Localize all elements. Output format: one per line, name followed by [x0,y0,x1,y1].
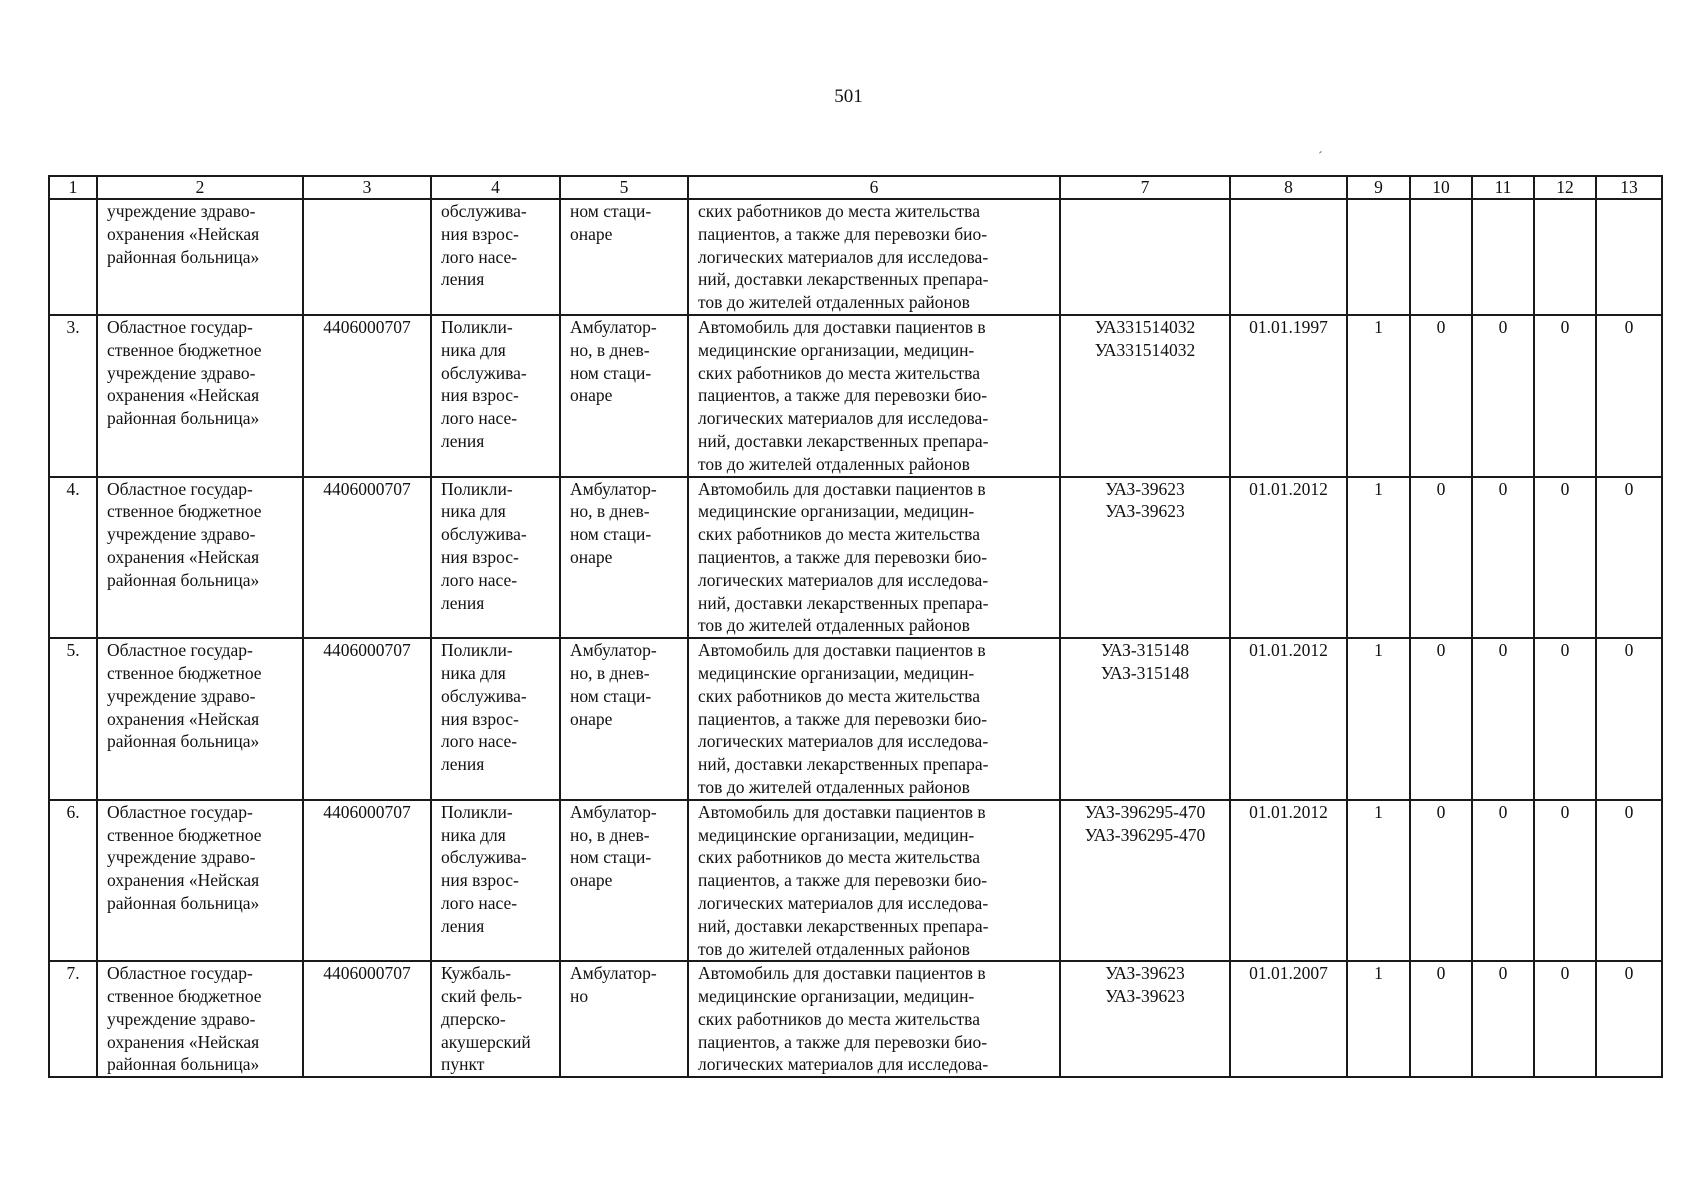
unit-cell: Кужбаль- ский фель- дперско- акушерский пункт [431,961,560,1077]
date-cell: 01.01.2007 [1230,961,1347,1077]
count-cell: 1 [1347,800,1410,962]
count-cell: 0 [1596,477,1662,639]
continuation-row [49,199,1662,315]
organization-cell: Областное государ- ственное бюджетное учреждение здраво- охранения «Нейская районная больница» [97,961,303,1077]
inn-cell: 4406000707 [303,800,431,962]
table-row [49,961,1662,1077]
organization-cell: учреждение здраво- охранения «Нейская районная больница» [97,199,303,315]
purpose-cell: Автомобиль для доставки пациентов в медицинские организации, медицин- ских работников до места жительства пациентов, а также для перевозки био- логических материалов для исследова- ний, доставки лекарственных препара- тов до жителей отдаленных районов [688,315,1060,477]
scan-mark: ˊ [1318,150,1323,165]
date-cell: 01.01.2012 [1230,638,1347,800]
table-row [49,315,1662,477]
column-header: 4 [431,176,560,199]
column-header: 10 [1410,176,1472,199]
mode-cell: Амбулатор- но, в днев- ном стаци- онаре [560,638,688,800]
unit-cell: Поликли- ника для обслужива- ния взрос- лого насе- ления [431,800,560,962]
mode-cell: Амбулатор- но, в днев- ном стаци- онаре [560,315,688,477]
mode-cell: Амбулатор- но, в днев- ном стаци- онаре [560,800,688,962]
count-cell: 0 [1596,315,1662,477]
count-cell: 0 [1410,961,1472,1077]
count-cell: 1 [1347,477,1410,639]
unit-cell: обслужива- ния взрос- лого насе- ления [431,199,560,315]
count-cell: 0 [1472,800,1534,962]
purpose-cell: ских работников до места жительства пациентов, а также для перевозки био- логических материалов для исследова- ний, доставки лекарственных препара- тов до жителей отдаленных районов [688,199,1060,315]
count-cell: 0 [1534,961,1596,1077]
purpose-cell: Автомобиль для доставки пациентов в медицинские организации, медицин- ских работников до места жительства пациентов, а также для перевозки био- логических материалов для исследова- [688,961,1060,1077]
purpose-cell: Автомобиль для доставки пациентов в медицинские организации, медицин- ских работников до места жительства пациентов, а также для перевозки био- логических материалов для исследова- ний, доставки лекарственных препара- тов до жителей отдаленных районов [688,638,1060,800]
table-row [49,638,1662,800]
model-cell [1060,199,1230,315]
inn-cell: 4406000707 [303,961,431,1077]
count-cell: 0 [1410,477,1472,639]
row-number-cell: 7. [49,961,97,1077]
count-cell: 0 [1534,638,1596,800]
count-cell: 0 [1410,638,1472,800]
count-cell [1534,199,1596,315]
row-number-cell: 4. [49,477,97,639]
column-header: 1 [49,176,97,199]
row-number-cell: 3. [49,315,97,477]
count-cell: 0 [1596,800,1662,962]
count-cell: 0 [1534,315,1596,477]
count-cell: 0 [1410,800,1472,962]
row-number-cell: 5. [49,638,97,800]
organization-cell: Областное государ- ственное бюджетное учреждение здраво- охранения «Нейская районная больница» [97,800,303,962]
model-cell: УАЗ-39623 УАЗ-39623 [1060,477,1230,639]
count-cell: 1 [1347,315,1410,477]
mode-cell: Амбулатор- но [560,961,688,1077]
organization-cell: Областное государ- ственное бюджетное учреждение здраво- охранения «Нейская районная больница» [97,477,303,639]
inn-cell: 4406000707 [303,315,431,477]
count-cell: 0 [1472,477,1534,639]
count-cell [1596,199,1662,315]
count-cell: 0 [1534,477,1596,639]
inn-cell [303,199,431,315]
count-cell [1347,199,1410,315]
count-cell: 0 [1472,638,1534,800]
unit-cell: Поликли- ника для обслужива- ния взрос- лого насе- ления [431,477,560,639]
organization-cell: Областное государ- ственное бюджетное учреждение здраво- охранения «Нейская районная больница» [97,638,303,800]
column-header: 3 [303,176,431,199]
column-header: 8 [1230,176,1347,199]
table-row [49,800,1662,962]
count-cell: 1 [1347,961,1410,1077]
date-cell: 01.01.2012 [1230,800,1347,962]
count-cell: 0 [1472,961,1534,1077]
count-cell [1410,199,1472,315]
column-header: 2 [97,176,303,199]
model-cell: УАЗ-315148 УАЗ-315148 [1060,638,1230,800]
count-cell: 0 [1472,315,1534,477]
unit-cell: Поликли- ника для обслужива- ния взрос- лого насе- ления [431,315,560,477]
count-cell [1472,199,1534,315]
model-cell: УАЗ-39623 УАЗ-39623 [1060,961,1230,1077]
column-header: 5 [560,176,688,199]
purpose-cell: Автомобиль для доставки пациентов в медицинские организации, медицин- ских работников до места жительства пациентов, а также для перевозки био- логических материалов для исследова- ний, доставки лекарственных препара- тов до жителей отдаленных районов [688,800,1060,962]
header-row [49,176,1662,199]
row-number-cell: 6. [49,800,97,962]
mode-cell: Амбулатор- но, в днев- ном стаци- онаре [560,477,688,639]
organization-cell: Областное государ- ственное бюджетное учреждение здраво- охранения «Нейская районная больница» [97,315,303,477]
purpose-cell: Автомобиль для доставки пациентов в медицинские организации, медицин- ских работников до места жительства пациентов, а также для перевозки био- логических материалов для исследова- ний, доставки лекарственных препара- тов до жителей отдаленных районов [688,477,1060,639]
date-cell [1230,199,1347,315]
vehicle-table [48,175,1663,1078]
row-number-cell [49,199,97,315]
page-number: 501 [834,86,863,107]
inn-cell: 4406000707 [303,477,431,639]
column-header: 7 [1060,176,1230,199]
column-header: 11 [1472,176,1534,199]
column-header: 9 [1347,176,1410,199]
count-cell: 0 [1410,315,1472,477]
unit-cell: Поликли- ника для обслужива- ния взрос- лого насе- ления [431,638,560,800]
column-header: 13 [1596,176,1662,199]
count-cell: 0 [1596,961,1662,1077]
inn-cell: 4406000707 [303,638,431,800]
table-row [49,477,1662,639]
column-header: 6 [688,176,1060,199]
mode-cell: ном стаци- онаре [560,199,688,315]
count-cell: 0 [1534,800,1596,962]
date-cell: 01.01.1997 [1230,315,1347,477]
model-cell: УАЗ-396295-470 УАЗ-396295-470 [1060,800,1230,962]
column-header: 12 [1534,176,1596,199]
count-cell: 0 [1596,638,1662,800]
date-cell: 01.01.2012 [1230,477,1347,639]
model-cell: УА331514032 УА331514032 [1060,315,1230,477]
count-cell: 1 [1347,638,1410,800]
